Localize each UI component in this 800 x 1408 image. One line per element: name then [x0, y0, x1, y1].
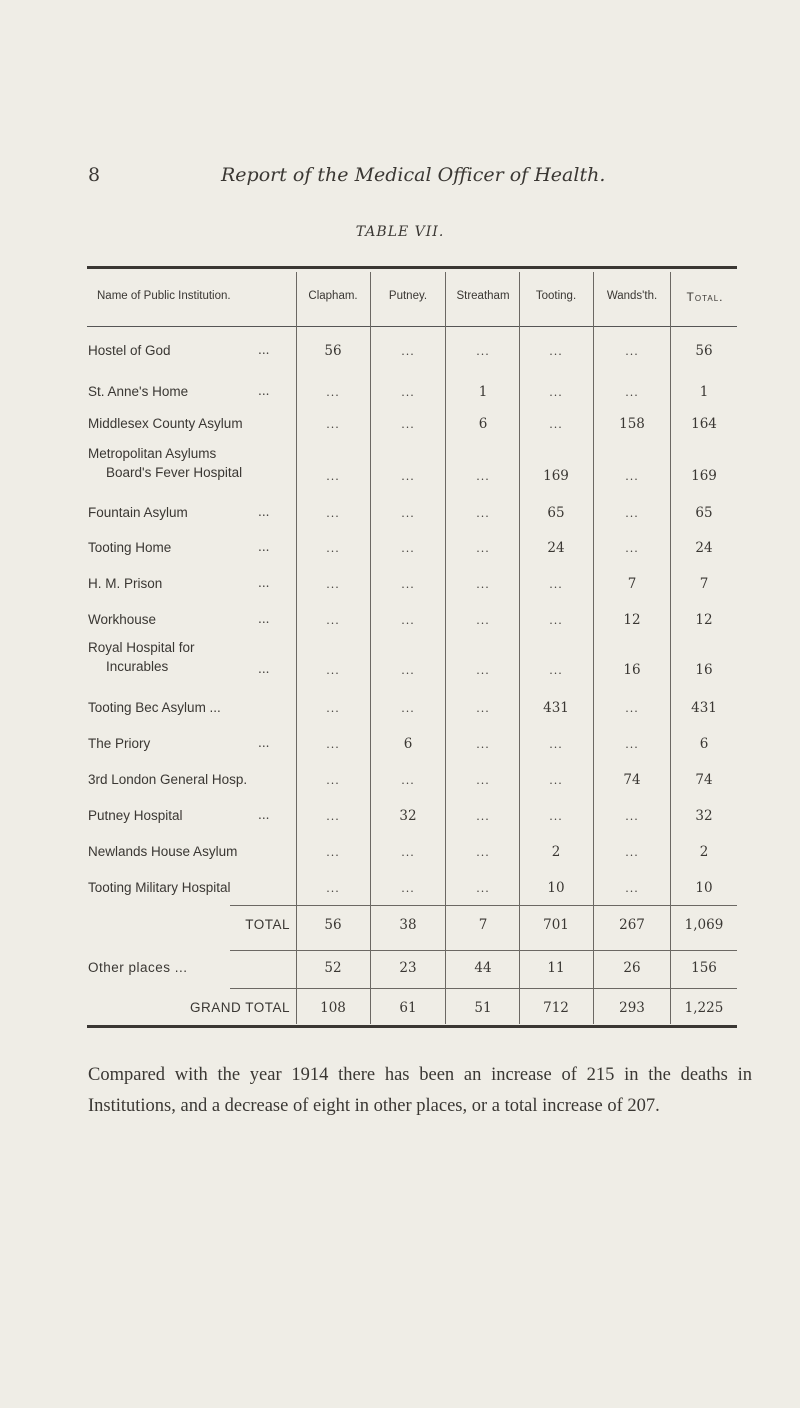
table-cell: 24: [547, 540, 565, 556]
table-cell: ...: [401, 846, 415, 859]
table-cell: 158: [619, 416, 645, 432]
table-top-rule: [87, 266, 737, 269]
table-cell: ...: [476, 702, 490, 715]
table-cell: ...: [401, 418, 415, 431]
institution-name-line: Hostel of God: [88, 343, 171, 358]
table-cell: 10: [547, 880, 565, 896]
table-cell: 10: [695, 880, 713, 896]
table-cell: 169: [691, 468, 717, 484]
institution-name-line: H. M. Prison: [88, 576, 163, 591]
institution-name: [88, 880, 231, 895]
table-cell: 7: [627, 576, 637, 592]
table-cell: ...: [326, 664, 340, 677]
total-row-cell: 267: [619, 917, 645, 933]
table-cell: ...: [401, 614, 415, 627]
grand-total-row-cell: 108: [320, 1000, 346, 1016]
institution-name-line: Middlesex County Asylum: [88, 416, 243, 431]
table-row: [0, 640, 800, 686]
table-cell: 74: [695, 772, 713, 788]
leader-dots: ...: [258, 540, 270, 554]
grand-total-row-cell: 712: [543, 1000, 569, 1016]
table-cell: ...: [326, 738, 340, 751]
table-cell: ...: [549, 345, 563, 358]
table-cell: ...: [625, 882, 639, 895]
institution-name: [88, 343, 171, 358]
institution-name: [88, 384, 188, 399]
institution-name: [88, 540, 171, 555]
table-cell: 24: [695, 540, 713, 556]
institution-name: [88, 576, 162, 591]
total-rule: [230, 905, 737, 906]
table-cell: ...: [476, 882, 490, 895]
table-cell: ...: [401, 507, 415, 520]
institution-name-line: Putney Hospital: [88, 808, 183, 823]
col-header-tooting: Tooting.: [535, 290, 577, 302]
table-cell: 6: [403, 736, 413, 752]
other-places-row: [0, 960, 800, 984]
leader-dots: ...: [258, 384, 270, 398]
table-row: [0, 736, 800, 760]
institution-name-line: Royal Hospital for: [88, 640, 195, 655]
table-cell: ...: [326, 470, 340, 483]
institution-name-line: Workhouse: [88, 612, 157, 627]
col-header-putney: Putney.: [388, 290, 428, 302]
table-cell: ...: [476, 810, 490, 823]
table-cell: 74: [623, 772, 641, 788]
table-cell: ...: [326, 882, 340, 895]
table-cell: ...: [401, 470, 415, 483]
table-cell: 32: [399, 808, 417, 824]
table-row: [0, 416, 800, 440]
institution-name-line: Board's Fever Hospital: [106, 465, 243, 480]
table-row: [0, 505, 800, 529]
grand-total-row-label: GRAND TOTAL: [189, 1000, 290, 1015]
table-row: [0, 540, 800, 564]
other-places-row-cell: 26: [623, 960, 641, 976]
other-places-row-cell: 11: [547, 960, 565, 976]
table-cell: ...: [625, 345, 639, 358]
institution-name: [88, 772, 247, 787]
institution-name-line: Incurables: [106, 659, 169, 674]
table-cell: ...: [549, 614, 563, 627]
table-cell: ...: [476, 738, 490, 751]
table-cell: 56: [324, 343, 342, 359]
column-divider: [370, 272, 371, 1024]
table-cell: 56: [695, 343, 713, 359]
table-cell: 164: [691, 416, 717, 432]
table-cell: ...: [326, 386, 340, 399]
institution-name-line: St. Anne's Home: [88, 384, 189, 399]
table-cell: ...: [476, 664, 490, 677]
leader-dots: ...: [258, 808, 270, 822]
other-places-row-cell: 23: [399, 960, 417, 976]
total-row-cell: 56: [324, 917, 342, 933]
table-cell: 65: [695, 505, 713, 521]
table-cell: ...: [326, 774, 340, 787]
total-row-cell: 7: [478, 917, 488, 933]
table-cell: ...: [401, 542, 415, 555]
table-cell: ...: [625, 738, 639, 751]
institution-name-line: Newlands House Asylum: [88, 844, 238, 859]
grand-total-row-cell: 51: [474, 1000, 492, 1016]
leader-dots: ...: [258, 505, 270, 519]
table-cell: ...: [326, 702, 340, 715]
table-cell: ...: [326, 507, 340, 520]
table-cell: ...: [476, 774, 490, 787]
leader-dots: ...: [258, 343, 270, 357]
grand-total-row-cell: 1,225: [684, 1000, 724, 1016]
table-cell: ...: [549, 386, 563, 399]
leader-dots: ...: [258, 736, 270, 750]
total-row: [0, 917, 800, 941]
table-row: [0, 700, 800, 724]
table-cell: ...: [326, 418, 340, 431]
table-row: [0, 384, 800, 408]
table-cell: 6: [478, 416, 488, 432]
table-row: [0, 576, 800, 600]
table-cell: ...: [549, 418, 563, 431]
table-cell: 16: [623, 662, 641, 678]
table-cell: ...: [326, 810, 340, 823]
table-row: [0, 343, 800, 367]
other-places-row-cell: 52: [324, 960, 342, 976]
institution-name: [88, 444, 242, 482]
table-row: [0, 612, 800, 636]
table-cell: 2: [551, 844, 561, 860]
total-row-cell: 1,069: [684, 917, 724, 933]
page-number: 8: [88, 164, 101, 186]
table-cell: 1: [478, 384, 488, 400]
table-cell: ...: [476, 542, 490, 555]
table-cell: 32: [695, 808, 713, 824]
institution-name: [88, 808, 183, 823]
table-cell: ...: [625, 810, 639, 823]
leader-dots: ...: [258, 662, 270, 676]
table-cell: ...: [401, 664, 415, 677]
col-header-name: Name of Public Institution.: [97, 290, 231, 302]
table-bottom-rule: [87, 1025, 737, 1028]
summary-paragraph: Compared with the year 1914 there has been an increase of 215 in the deaths in Institutions, and a decrease of eight in other places, or a total increase of 207.: [88, 1065, 752, 1116]
table-cell: 65: [547, 505, 565, 521]
table-title: TABLE VII.: [355, 224, 445, 240]
column-divider: [519, 272, 520, 1024]
institution-name-line: Metropolitan Asylums: [88, 446, 217, 461]
table-cell: 7: [699, 576, 709, 592]
table-cell: ...: [401, 702, 415, 715]
institution-name-line: Fountain Asylum: [88, 505, 188, 520]
total-rule: [230, 988, 737, 989]
table-cell: ...: [401, 882, 415, 895]
total-row-cell: 701: [543, 917, 569, 933]
institution-name-line: Tooting Military Hospital: [88, 880, 231, 895]
table-cell: 169: [543, 468, 569, 484]
table-cell: ...: [476, 846, 490, 859]
other-places-row-label: Other places ...: [88, 960, 188, 975]
col-header-streatham: Streatham: [456, 290, 510, 302]
table-cell: ...: [625, 846, 639, 859]
table-cell: ...: [476, 345, 490, 358]
header-rule: [87, 326, 737, 327]
other-places-row-cell: 156: [691, 960, 717, 976]
table-cell: ...: [476, 507, 490, 520]
table-row: [0, 880, 800, 904]
leader-dots: ...: [258, 576, 270, 590]
table-cell: ...: [401, 345, 415, 358]
total-row-label: TOTAL: [245, 917, 290, 932]
grand-total-row-cell: 61: [399, 1000, 417, 1016]
table-cell: 6: [699, 736, 709, 752]
table-cell: 1: [699, 384, 709, 400]
table-cell: ...: [625, 470, 639, 483]
table-row: [0, 446, 800, 492]
col-header-clapham: Clapham.: [308, 290, 358, 302]
table-cell: ...: [549, 738, 563, 751]
table-cell: ...: [401, 578, 415, 591]
grand-total-row-cell: 293: [619, 1000, 645, 1016]
institution-name-line: Tooting Bec Asylum ...: [88, 700, 221, 715]
table-cell: 16: [695, 662, 713, 678]
table-row: [0, 772, 800, 796]
total-rule: [230, 950, 737, 951]
table-row: [0, 844, 800, 868]
total-row-cell: 38: [399, 917, 417, 933]
table-cell: ...: [625, 507, 639, 520]
leader-dots: ...: [258, 612, 270, 626]
institution-name-line: Tooting Home: [88, 540, 172, 555]
table-cell: 12: [695, 612, 713, 628]
table-cell: ...: [549, 810, 563, 823]
column-divider: [445, 272, 446, 1024]
table-cell: ...: [549, 774, 563, 787]
institution-name: [88, 700, 221, 715]
table-cell: ...: [401, 386, 415, 399]
col-header-total: Total.: [686, 290, 724, 304]
table-cell: ...: [549, 578, 563, 591]
table-cell: 431: [691, 700, 717, 716]
table-cell: ...: [326, 846, 340, 859]
table-cell: ...: [476, 578, 490, 591]
institution-name: [88, 844, 237, 859]
table-cell: ...: [625, 542, 639, 555]
institution-name: [88, 505, 188, 520]
table-cell: ...: [476, 470, 490, 483]
other-places-row-cell: 44: [474, 960, 492, 976]
institution-name: [88, 638, 195, 676]
col-header-wandsworth: Wands'th.: [606, 290, 658, 302]
table-cell: 2: [699, 844, 709, 860]
column-divider: [670, 272, 671, 1024]
table-cell: ...: [549, 664, 563, 677]
table-cell: 431: [543, 700, 569, 716]
table-cell: ...: [625, 702, 639, 715]
table-cell: ...: [476, 614, 490, 627]
table-cell: 12: [623, 612, 641, 628]
running-title: Report of the Medical Officer of Health.: [221, 164, 606, 186]
table-cell: ...: [326, 578, 340, 591]
institution-name-line: 3rd London General Hosp.: [88, 772, 248, 787]
institution-name: [88, 612, 156, 627]
table-row: [0, 808, 800, 832]
column-divider: [296, 272, 297, 1024]
table-cell: ...: [326, 614, 340, 627]
table-cell: ...: [326, 542, 340, 555]
institution-name-line: The Priory: [88, 736, 151, 751]
table-cell: ...: [625, 386, 639, 399]
institution-name: [88, 736, 150, 751]
grand-total-row: [0, 1000, 800, 1024]
column-divider: [593, 272, 594, 1024]
table-cell: ...: [401, 774, 415, 787]
institution-name: [88, 416, 243, 431]
